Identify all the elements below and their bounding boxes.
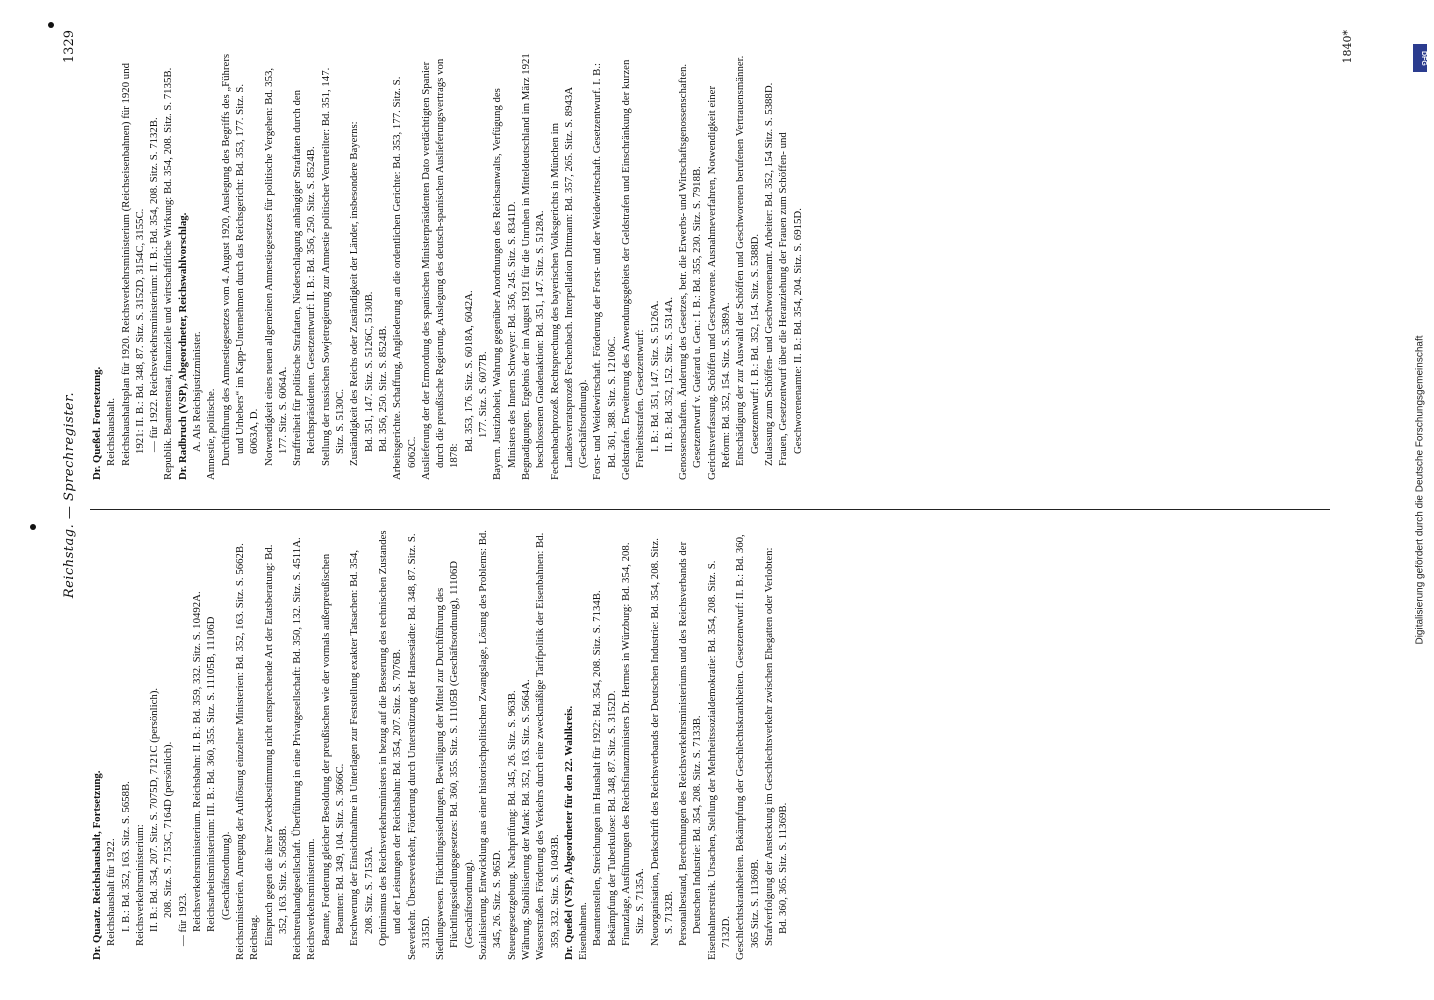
index-entry: Forst- und Weidewirtschaft. Förderung der Forst- und der Weidewirtschaft. Gesetzentwurf. I. B.: Bd. 361, 388. Sitz. S. 12106C. <box>591 62 618 480</box>
dfg-logo: DFG <box>1413 44 1427 72</box>
index-entry: Amnestie, politische. <box>205 388 218 480</box>
page-number: 1329 <box>62 30 77 64</box>
index-entry: 177. Sitz. S. 6077B. <box>477 351 490 438</box>
index-entry: Geschlechtskrankheiten. Bekämpfung der Geschlechtskrankheiten. Gesetzentwurf: II. B.: Bd. 360, 365 Sitz. S. 11369B. <box>734 534 761 960</box>
index-entry: Beamtenstellen, Streichungen im Haushalt für 1922: Bd. 354, 208. Sitz. S. 7134B. <box>591 590 604 946</box>
running-title: Reichstag. — Sprechregister. <box>62 391 77 599</box>
index-entry: Reichshaushalt. <box>105 397 118 466</box>
credit-text: Digitalisierung gefördert durch die Deutsche Forschungsgemeinschaft <box>1414 335 1426 645</box>
index-entry: Reichstreuhandgesellschaft. Überführung in eine Privatgesellschaft: Bd. 350, 132. Sitz. S. 4511A. <box>291 537 304 960</box>
index-entry: Reichstag. <box>248 914 261 960</box>
left-column <box>90 530 1330 960</box>
index-entry: Neuorganisation, Denkschrift des Reichsverbands der Deutschen Industrie: Bd. 354, 208. Sitz. S. 7132B. <box>648 538 675 946</box>
index-entry: Straffreiheit für politische Straftaten, Niederschlagung anhängiger Straftaten durch den Reichspräsidenten. Gesetzentwurf: II. B.: Bd. 356, 250. Sitz. S. 8524B. <box>291 89 318 466</box>
index-entry: II. B.: Bd. 354, 207. Sitz. S. 7075D, 7121C (persönlich). <box>148 687 161 932</box>
index-entry: II. B.: Bd. 352, 152. Sitz. S. 5314A. <box>662 296 675 452</box>
index-entry: Optimismus des Reichsverkehrsministers in bezug auf die Besserung des technischen Zustandes und der Leistungen der Reichsbahn: Bd. 354, 207. Sitz. S. 7076B. <box>376 530 404 946</box>
index-entry: Reichshaushalt für 1922. <box>105 838 118 946</box>
index-entry: Reichsarbeitsministerium: III. B.: Bd. 360, 355. Sitz. S. 11105B, 11106D (Geschäftsordnung). <box>205 616 232 932</box>
right-column <box>90 50 1330 480</box>
index-entry: Fechenbachprozeß. Rechtsprechung des bayerischen Volksgerichts in München im Landesverratsprozeß Fechenbach. Interpellation Dittmann: Bd. 357, 265. Sitz. S. 8943A (Geschäftsordnung). <box>548 87 590 480</box>
index-entry: Sozialisierung. Entwicklung aus einer historischpolitischen Zwangslage, Lösung des Problems: Bd. 345, 26. Sitz. S. 965D. <box>477 530 504 960</box>
index-entry: — für 1923. <box>176 892 189 946</box>
entry-heading: Dr. Queßel (VSP), Abgeordneter für den 22. Wahlkreis. <box>562 705 575 960</box>
index-entry: Strafverfolgung der Ansteckung im Geschlechtsverkehr zwischen Ehegatten oder Verlobten: Bd. 360, 365. Sitz. S. 11369B. <box>762 547 790 946</box>
index-entry: Siedlungswesen. Flüchtlingssiedlungen, Bewilligung der Mittel zur Durchführung des Flüchtlingssiedlungsgesetzes: Bd. 360, 355. Sitz. S. 11105B (Geschäftsordnung), 11106D (Geschäftsordnung). <box>434 560 475 960</box>
index-entry: Durchführung des Amnestiegesetzes vom 4. August 1920, Auslegung des Begriffs des „Führers und Urhebers“ im Kapp-Unternehmen durch das Reichsgericht: Bd. 353, 177. Sitz. S. 6063A, D. <box>219 53 261 466</box>
index-entry: Arbeitsgerichte. Schaffung, Angliederung an die ordentlichen Gerichte: Bd. 353, 177. Sitz. S. 6062C. <box>391 76 418 480</box>
entry-heading: Dr. Radbruch (VSP), Abgeordneter, Reichswahlvorschlag. <box>176 212 189 480</box>
index-entry: I. B.: Bd. 351, 147. Sitz. S. 5126A. <box>648 300 661 452</box>
index-entry: Frauen, Gesetzentwurf über die Heranziehung der Frauen zum Schöffen- und Geschworenenamte: II. B.: Bd. 354, 204. Sitz. S. 6915D. <box>777 132 804 466</box>
punch-hole-mark <box>30 524 36 530</box>
footer-mark: 1840* <box>1341 30 1354 64</box>
index-entry: Reichshaushaltsplan für 1920. Reichsverkehrsministerium (Reichseisenbahnen) für 1920 und 1921: II. B.: Bd. 348, 87. Sitz. S. 3152D, 3154C, 3155C. <box>119 63 146 466</box>
index-entry: Bekämpfung der Tuberkulose: Bd. 348, 87. Sitz. S. 3152D. <box>605 690 618 946</box>
index-entry: Stellung der russischen Sowjetregierung zur Amnestie politischer Verurteilter: Bd. 351, 147. Sitz. S. 5130C. <box>319 67 347 466</box>
index-entry: Genossenschaften. Änderung des Gesetzes, betr. die Erwerbs- und Wirtschaftsgenossenschaften. Gesetzentwurf v. Guérard u. Gen.: I. B.: Bd. 355, 230. Sitz. S. 7918B. <box>677 63 704 480</box>
index-entry: I. B.: Bd. 352, 163. Sitz. S. 5658B. <box>119 781 132 932</box>
index-entry: Reichsverkehrsministerium: <box>133 824 146 946</box>
index-entry: Steuergesetzgebung. Nachprüfung: Bd. 345, 26. Sitz. S. 963B. <box>505 690 518 960</box>
index-entry: Begnadigungen. Ergebnis der im August 1921 für die Unruhen in Mitteldeutschland im März 1921 beschlossenen Gnadenaktion: Bd. 351, 147. Sitz. S. 5128A. <box>519 53 547 480</box>
index-entry: Zuständigkeit des Reichs oder Zuständigkeit der Länder, insbesondere Bayerns: <box>348 121 361 466</box>
index-entry: A. Als Reichsjustizminister. <box>191 331 204 452</box>
index-entry: Reichsverkehrsministerium. Reichsbahn: II. B.: Bd. 359, 332. Sitz. S. 10492A. <box>191 591 204 932</box>
index-entry: Geldstrafen. Erweiterung des Anwendungsgebiets der Geldstrafen und Einschränkung der kurzen Freiheitsstrafen. Gesetzentwurf: <box>619 59 647 480</box>
index-entry: Reichsverkehrsministerium. <box>305 838 318 960</box>
entry-heading: Dr. Quaatz. Reichshaushalt, Fortsetzung. <box>91 770 103 960</box>
index-entry: Bayern. Justizhoheit, Wahrung gegenüber Anordnungen des Reichsanwalts, Verfügung des Ministers des Innern Schweyer: Bd. 356, 245. Sitz. S. 8341D. <box>491 88 518 480</box>
index-entry: Bd. 353, 176. Sitz. S. 6018A, 6042A. <box>462 290 475 452</box>
index-entry: Zulassung zum Schöffen- und Geschworenenamt. Arbeiter: Bd. 352, 154 Sitz. S. 5388D. <box>762 82 775 466</box>
index-entry: — für 1922. Reichsverkehrsministerium: II. B.: Bd. 354, 208. Sitz. S. 7132B. <box>148 117 161 452</box>
index-entry: Seeverkehr. Überseeverkehr, Förderung durch Unterstützung der Hansestädte: Bd. 348, 87. Sitz. S. 3135D. <box>405 533 432 960</box>
index-entry: Auslieferung der der Ermordung des spanischen Ministerpräsidenten Dato verdächtigten Spanier durch die preußische Regierung, Auslegung des deutsch-spanischen Auslieferungsvertrags von 1878: <box>419 58 461 480</box>
digitization-credit <box>1412 40 1428 940</box>
entry-heading: Dr. Queßel. Fortsetzung. <box>91 366 103 480</box>
index-entry: Entschädigung der zur Auswahl der Schöffen und Geschworenen berufenen Vertrauensmänner. Gesetzentwurf: I. B.: Bd. 352, 154. Sitz. S. 5388D. <box>734 55 761 466</box>
index-entry: Wasserstraßen. Förderung des Verkehrs durch eine zweckmäßige Tarifpolitik der Eisenbahnen: Bd. 359, 332. Sitz. S. 10493B. <box>534 532 561 960</box>
index-entry: Finanzlage, Ausführungen des Reichsfinanzministers Dr. Hermes in Würzburg: Bd. 354, 208. Sitz. S. 7135A. <box>619 542 647 946</box>
index-entry: Eisenbahnerstreik. Ursachen, Stellung der Mehrheitssozialdemokratie: Bd. 354, 208. Sitz. S. 7132D. <box>705 560 733 960</box>
index-entry: Einspruch gegen die ihrer Zweckbestimmung nicht entsprechende Art der Etatsberatung: Bd. 352, 163. Sitz. S. 5658B. <box>262 544 289 946</box>
index-entry: Beamte, Forderung gleicher Besoldung der preußischen wie der vormals außerpreußischen Beamten: Bd. 349, 104. Sitz. S. 3666C. <box>319 553 347 946</box>
punch-hole-mark <box>48 22 54 28</box>
index-entry: Währung. Stabilisierung der Mark: Bd. 352, 163. Sitz. S. 5664A. <box>519 679 532 960</box>
index-entry: Notwendigkeit eines neuen allgemeinen Amnestiegesetzes für politische Vergehen: Bd. 353, 177. Sitz. S. 6064A. <box>262 67 289 466</box>
index-entry: Eisenbahnen. <box>577 902 590 960</box>
index-entry: Reichsministerien. Anregung der Auflösung einzelner Ministerien: Bd. 352, 163. Sitz. S. 5662B. <box>233 543 246 960</box>
index-entry: Bd. 356, 250. Sitz. S. 8524B. <box>376 325 389 452</box>
index-entry: 208. Sitz. S. 7153C, 7164D (persönlich). <box>162 741 175 918</box>
column-divider <box>90 509 1330 510</box>
index-entry: Bd. 351, 147. Sitz. S. 5126C, 5130B. <box>362 291 375 452</box>
index-entry: Personalbestand, Berechnungen des Reichsverkehrsministeriums und des Reichsverbands der Deutschen Industrie: Bd. 354, 208. Sitz. S. 7133B. <box>677 541 704 946</box>
page-header <box>62 30 84 960</box>
index-entry: Gerichtsverfassung. Schöffen und Geschworene. Ausnahmeverfahren, Notwendigkeit einer Reform: Bd. 352, 154. Sitz. S. 5389A. <box>705 85 733 480</box>
index-entry: Republik. Beamtenstaat, finanzielle und wirtschaftliche Wirkung: Bd. 354, 208. Sitz. S. 7135B. <box>162 67 175 480</box>
index-entry: Erschwerung der Einsichtnahme in Unterlagen zur Feststellung exakter Tatsachen: Bd. 354, 208. Sitz. S. 7153A. <box>348 549 375 946</box>
